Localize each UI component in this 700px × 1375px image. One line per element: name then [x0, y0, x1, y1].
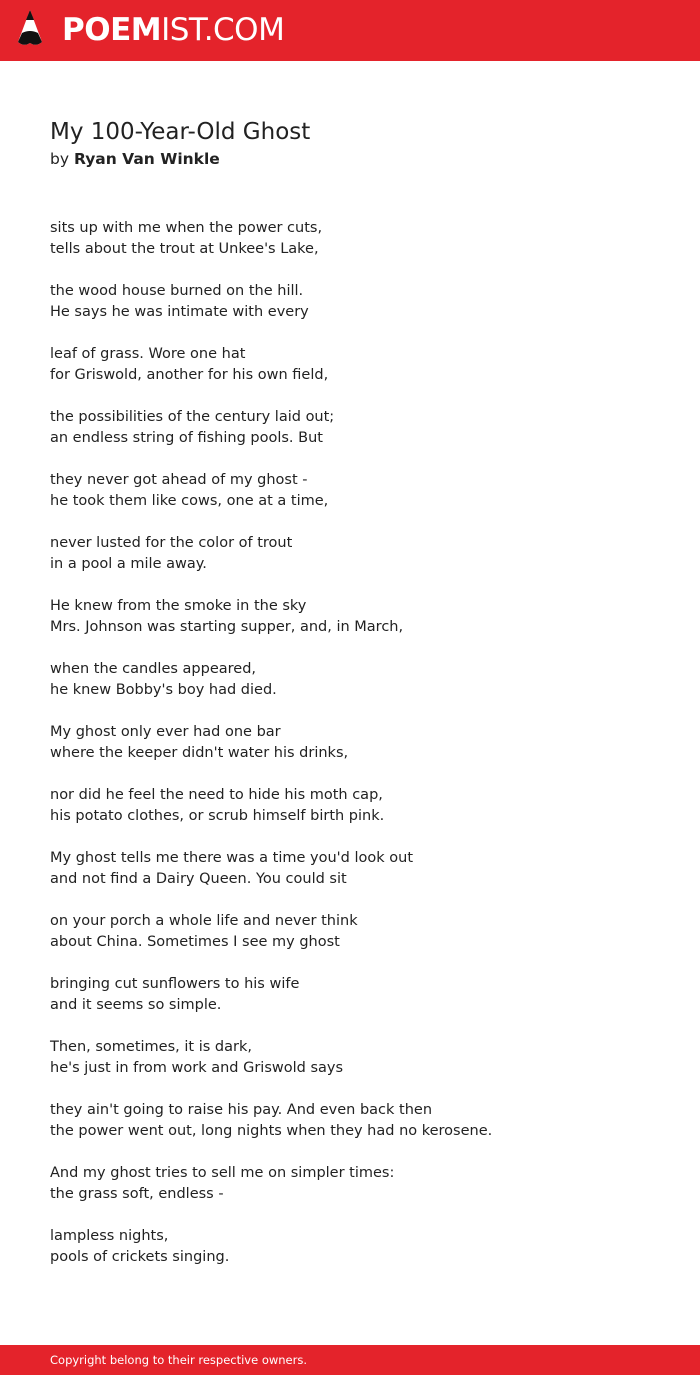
poem-stanza	[50, 407, 650, 449]
copyright-text: Copyright belong to their respective owners.	[50, 1353, 308, 1367]
poem-line: about China. Sometimes I see my ghost	[50, 934, 340, 950]
byline	[50, 148, 220, 170]
poem-line: Then, sometimes, it is dark,	[50, 1039, 252, 1055]
poem-line: he took them like cows, one at a time,	[50, 493, 329, 509]
poem-stanza	[50, 722, 650, 764]
poem-line: and it seems so simple.	[50, 997, 222, 1013]
poem-line: tells about the trout at Unkee's Lake,	[50, 241, 319, 257]
poem-line: an endless string of fishing pools. But	[50, 430, 323, 446]
poem-line: and not find a Dairy Queen. You could sit	[50, 871, 347, 887]
poem-line: My ghost tells me there was a time you'd look out	[50, 850, 414, 866]
poem-stanza	[50, 596, 650, 638]
logo-bold-text: POEM	[62, 12, 162, 48]
poem-stanza	[50, 659, 650, 701]
poem-stanza	[50, 470, 650, 512]
poem-stanza	[50, 218, 650, 260]
poem-title: My 100-Year-Old Ghost	[50, 119, 311, 145]
poem-line: on your porch a whole life and never think	[50, 913, 358, 929]
poem-stanza	[50, 344, 650, 386]
by-label: by	[50, 150, 70, 168]
poem-line: when the candles appeared,	[50, 661, 257, 677]
poem-line: they never got ahead of my ghost -	[50, 472, 308, 488]
poem-body	[50, 218, 650, 1289]
poem-stanza	[50, 1163, 650, 1205]
poem-stanza	[50, 1226, 650, 1268]
poem-line: He says he was intimate with every	[50, 304, 309, 320]
poem-line: the power went out, long nights when they had no kerosene.	[50, 1123, 493, 1139]
poem-line: where the keeper didn't water his drinks,	[50, 745, 349, 761]
poem-line: Mrs. Johnson was starting supper, and, in March,	[50, 619, 404, 635]
poem-line: the wood house burned on the hill.	[50, 283, 304, 299]
poem-line: He knew from the smoke in the sky	[50, 598, 307, 614]
poem-line: the possibilities of the century laid out;	[50, 409, 335, 425]
poem-line: sits up with me when the power cuts,	[50, 220, 323, 236]
poem-line: he knew Bobby's boy had died.	[50, 682, 277, 698]
author-name: Ryan Van Winkle	[73, 150, 220, 168]
poem-line: pools of crickets singing.	[50, 1249, 230, 1265]
poem-stanza	[50, 974, 650, 1016]
poem-line: never lusted for the color of trout	[50, 535, 293, 551]
poem-stanza	[50, 281, 650, 323]
poem-line: My ghost only ever had one bar	[50, 724, 281, 740]
poem-line: in a pool a mile away.	[50, 556, 207, 572]
poem-line: he's just in from work and Griswold says	[50, 1060, 344, 1076]
poem-line: nor did he feel the need to hide his moth cap,	[50, 787, 383, 803]
site-header	[0, 0, 700, 61]
poem-line: And my ghost tries to sell me on simpler times:	[50, 1165, 395, 1181]
site-footer	[0, 1345, 700, 1375]
logo-light-text: IST.COM	[161, 12, 285, 48]
poem-stanza	[50, 785, 650, 827]
poem-stanza	[50, 1037, 650, 1079]
poem-line: bringing cut sunflowers to his wife	[50, 976, 300, 992]
poem-line: for Griswold, another for his own field,	[50, 367, 329, 383]
poem-line: the grass soft, endless -	[50, 1186, 224, 1202]
site-logo[interactable]	[62, 12, 284, 48]
poem-stanza	[50, 533, 650, 575]
pencil-tip-icon[interactable]	[16, 9, 44, 51]
poem-stanza	[50, 911, 650, 953]
poem-line: they ain't going to raise his pay. And even back then	[50, 1102, 433, 1118]
poem-line: leaf of grass. Wore one hat	[50, 346, 246, 362]
poem-stanza	[50, 848, 650, 890]
poem-stanza	[50, 1100, 650, 1142]
poem-line: his potato clothes, or scrub himself birth pink.	[50, 808, 385, 824]
poem-line: lampless nights,	[50, 1228, 169, 1244]
